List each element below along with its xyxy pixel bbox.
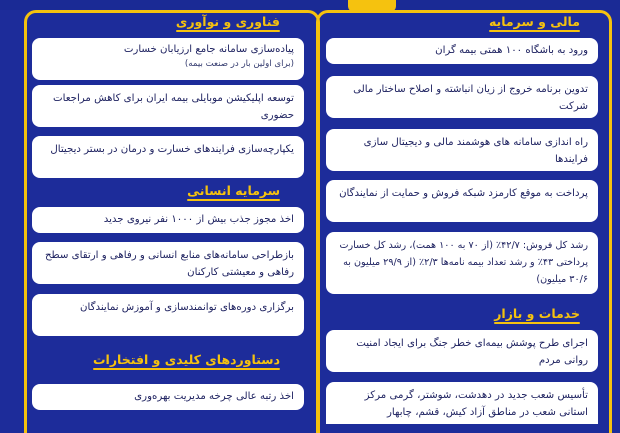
technology-item-2 — [32, 85, 304, 127]
technology-item-1-text: پیاده‌سازی سامانه جامع ارزیابان خسارت — [123, 44, 294, 55]
finance-item-4-text: پرداخت به موقع کارمزد شبکه فروش و حمایت از نمایندگان — [339, 188, 588, 199]
technology-item-3 — [32, 136, 304, 178]
technology-item-1 — [32, 38, 304, 80]
finance-item-5-text: رشد کل فروش: ۴۲/۷٪ (از ۷۰ به ۱۰۰ همت)، رشد کل خسارت پرداختی ۴۳٪ و رشد تعداد بیمه نامه‌ها ۲/۳٪ (از ۲۹/۹ میلیون به ۳۰/۶ میلیون) — [339, 240, 588, 285]
top-banner — [0, 0, 620, 10]
technology-item-2-text: توسعه اپلیکیشن موبایلی بیمه ایران برای کاهش مراجعات حضوری — [53, 93, 294, 121]
section-heading-achievements: دستاوردهای کلیدی و افتخارات — [93, 352, 280, 367]
section-heading-human-capital: سرمایه انسانی — [187, 183, 280, 198]
services-item-2-text: تأسیس شعب جدید در دهدشت، شوشتر، گرمی مرکز استانی شعب در مناطق آزاد کیش، قشم، چابهار — [364, 390, 588, 418]
human-capital-item-2 — [32, 242, 304, 284]
finance-item-5 — [326, 232, 598, 294]
section-heading-finance: مالی و سرمایه — [489, 14, 580, 29]
services-item-1-text: اجرای طرح پوشش بیمه‌ای خطر جنگ برای ایجاد امنیت روانی مردم — [356, 338, 588, 366]
technology-item-1-subtext: (برای اولین بار در صنعت بیمه) — [184, 59, 294, 69]
services-item-2 — [326, 382, 598, 424]
human-capital-item-1 — [32, 207, 304, 233]
human-capital-item-3-text: برگزاری دوره‌های توانمندسازی و آموزش نمایندگان — [80, 302, 294, 313]
services-item-1 — [326, 330, 598, 372]
achievements-item-1 — [32, 384, 304, 410]
section-heading-technology: فناوری و نوآوری — [176, 14, 280, 29]
finance-item-1 — [326, 38, 598, 64]
finance-item-3 — [326, 129, 598, 171]
technology-item-3-text: یکپارچه‌سازی فرایندهای خسارت و درمان در بستر دیجیتال — [50, 144, 294, 155]
finance-item-3-text: راه اندازی سامانه های هوشمند مالی و دیجیتال سازی فرایندها — [363, 137, 588, 165]
finance-item-2 — [326, 76, 598, 118]
finance-item-4 — [326, 180, 598, 222]
section-heading-services: خدمات و بازار — [494, 306, 580, 321]
human-capital-item-3 — [32, 294, 304, 336]
human-capital-item-1-text: اخذ مجوز جذب بیش از ۱۰۰۰ نفر نیروی جدید — [103, 214, 294, 225]
finance-item-1-text: ورود به باشگاه ۱۰۰ همتی بیمه گران — [435, 45, 588, 56]
achievements-item-1-text: اخذ رتبه عالی چرخه مدیریت بهره‌وری — [134, 391, 294, 402]
finance-item-2-text: تدوین برنامه خروج از زیان انباشته و اصلاح ساختار مالی شرکت — [353, 84, 588, 112]
human-capital-item-2-text: بازطراحی سامانه‌های منابع انسانی و رفاهی و ارتقای سطح رفاهی و معیشتی کارکنان — [44, 250, 294, 278]
